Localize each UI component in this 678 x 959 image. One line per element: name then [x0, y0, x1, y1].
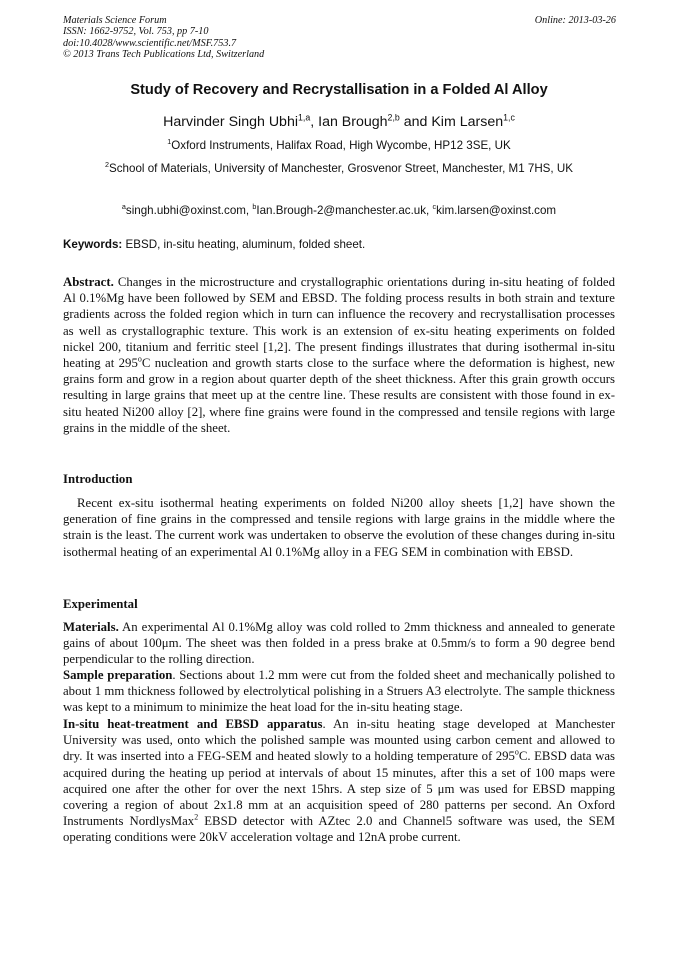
online-date: Online: 2013-03-26: [534, 15, 616, 26]
sample-preparation-paragraph: [63, 667, 615, 716]
sample-preparation-text: . Sections about 1.2 mm were cut from the folded sheet and mechanically polished to about 1 mm thickness followed by electrolytical polishing in a Struers A3 electrolyte. The sample thickness was kept to a minimum to minimize the heat load for the in-situ heating stage.: [63, 668, 615, 715]
experimental-heading: Experimental: [63, 597, 138, 611]
insitu-text: . An in-situ heating stage developed at Manchester University was used, onto which the polished sample was mounted using carbon cement and allowed to dry. It was inserted into a FEG-SEM and heated slowly to a holding temperature of 295: [63, 717, 615, 764]
abstract-paragraph: [63, 274, 615, 436]
journal-name: Materials Science Forum: [63, 15, 167, 26]
email-address: singh.ubhi@oxinst.com,: [125, 204, 253, 217]
materials-paragraph: [63, 619, 615, 668]
copyright-line: © 2013 Trans Tech Publications Ltd, Switzerland: [63, 48, 265, 60]
author-list: [0, 114, 678, 130]
affiliation-mark: 2: [105, 160, 110, 170]
doi-line: doi:10.4028/www.scientific.net/MSF.753.7: [63, 37, 237, 49]
paper-title: Study of Recovery and Recrystallisation in a Folded Al Alloy: [130, 82, 548, 98]
abstract-text: C nucleation and growth starts close to the surface where the deformation is highest, new grains form and grow in a region about quarter depth of the sheet thickness. After this grain growth occurs resulting in large grains that meet up at the centre line. These results are consistent with those found in ex-situ heated Ni200 alloy [2], where fine grains were found in the compressed and tensile regions with large grains in the middle of the sheet.: [63, 356, 615, 435]
insitu-paragraph: [63, 716, 615, 846]
affiliation-text: School of Materials, University of Manchester, Grosvenor Street, Manchester, M1 7HS, UK: [109, 162, 573, 175]
email-mark: c: [432, 202, 437, 212]
introduction-paragraph: Recent ex-situ isothermal heating experiments on folded Ni200 alloy sheets [1,2] have shown the generation of fine grains in the compressed and tensile regions with large grains in the middle where the strain is the least. The current work was undertaken to observe the evolution of these changes during in-situ isothermal heating of an experimental Al 0.1%Mg alloy in a FEG SEM in combination with EBSD.: [63, 496, 615, 559]
sample-preparation-label: Sample preparation: [63, 668, 173, 682]
email-address: Ian.Brough-2@manchester.ac.uk,: [256, 204, 433, 217]
affiliation-mark: 1: [167, 137, 172, 147]
email-mark: a: [121, 202, 126, 212]
keywords-label: Keywords:: [63, 238, 123, 251]
insitu-text: EBSD detector with AZtec 2.0 and Channel5 software was used, the SEM operating conditions were 20kV acceleration voltage and 12nA probe current.: [63, 814, 615, 845]
author-affiliation-mark: 2,b: [387, 112, 400, 123]
journal-header: [63, 15, 264, 60]
author-affiliation-mark: 1,a: [298, 112, 311, 123]
introduction-heading: Introduction: [63, 472, 133, 486]
email-mark: b: [252, 202, 257, 212]
keywords-line: [63, 238, 615, 251]
abstract-label: Abstract.: [63, 275, 114, 289]
affiliation-2: [0, 162, 678, 175]
author-separator: and: [399, 114, 432, 130]
affiliation-text: Oxford Instruments, Halifax Road, High Wycombe, HP12 3SE, UK: [171, 139, 511, 152]
insitu-text: C. EBSD data was acquired during the heating up period at intervals of about 15 minutes, after this a set of 100 maps were acquired one after the other for over the next 15hrs. A step size of 5 μm was used for EBSD mapping covering a region of about 2x1.8 mm at an acquisition speed of 280 patterns per second. An Oxford Instruments NordlysMax: [63, 749, 615, 829]
author-name: Ian Brough: [318, 114, 388, 130]
author-emails: [0, 204, 678, 217]
superscript-mark: 2: [194, 812, 199, 822]
issn-line: ISSN: 1662-9752, Vol. 753, pp 7-10: [63, 26, 209, 38]
materials-label: Materials.: [63, 620, 119, 634]
insitu-label: In-situ heat-treatment and EBSD apparatus: [63, 717, 323, 731]
author-separator: ,: [310, 114, 319, 130]
degree-mark: o: [514, 748, 519, 758]
keywords-text: EBSD, in-situ heating, aluminum, folded sheet.: [122, 238, 366, 251]
author-name: Kim Larsen: [431, 114, 504, 130]
author-affiliation-mark: 1,c: [503, 112, 515, 123]
materials-text: An experimental Al 0.1%Mg alloy was cold rolled to 2mm thickness and annealed to generate gains of about 100μm. The sheet was then folded in a press brake at 0.5mm/s to form a 90 degree bend perpendicular to the rolling direction.: [63, 620, 615, 667]
email-address: kim.larsen@oxinst.com: [436, 204, 557, 217]
affiliation-1: [0, 139, 678, 152]
author-name: Harvinder Singh Ubhi: [163, 114, 298, 130]
degree-mark: o: [137, 354, 142, 364]
abstract-text: Changes in the microstructure and crystallographic orientations during in-situ heating of folded Al 0.1%Mg have been followed by SEM and EBSD. The folding process results in both strain and texture gradients across the folded region which in turn can influence the recovery and recrystallisation processes as well as crystallographic texture. This work is an extension of ex-situ heating experiments on folded nickel 200, titanium and ferritic steel [1,2]. The present findings illustrates that during isothermal in-situ heating at 295: [63, 275, 615, 371]
